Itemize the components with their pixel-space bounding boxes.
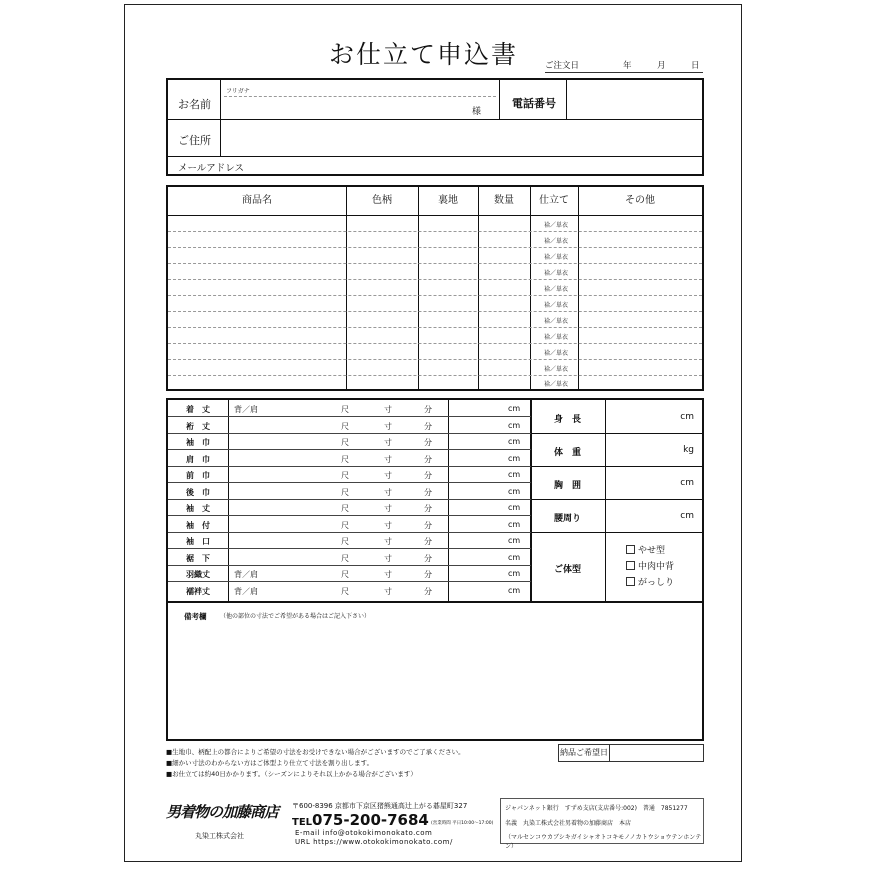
shop-url: URL https://www.otokokimonokato.com/ xyxy=(295,838,453,846)
body-type-sturdy-checkbox[interactable]: がっしり xyxy=(626,575,674,588)
weight-unit: kg xyxy=(683,445,694,455)
phone-label: 電話番号 xyxy=(512,97,556,110)
unit-cm: cm xyxy=(508,569,521,578)
col-header-tailoring: 仕立て xyxy=(539,195,569,206)
name-label: お名前 xyxy=(178,98,211,111)
unit-shaku: 尺 xyxy=(341,438,349,447)
phone-input[interactable] xyxy=(570,84,698,116)
body-type-medium-checkbox[interactable]: 中肉中背 xyxy=(626,559,674,572)
note-item: ■お仕立ては約40日かかります。（シーズンによりそれ以上かかる場合がございます） xyxy=(166,770,417,778)
unit-cm: cm xyxy=(508,586,521,595)
customer-info-box xyxy=(166,78,704,176)
business-hours: (営業時間 平日10:00～17:00) xyxy=(431,821,494,826)
measure-label: 裄 丈 xyxy=(186,422,210,431)
unit-cm: cm xyxy=(508,553,521,562)
measure-label: 着 丈 xyxy=(186,405,210,414)
body-type-slim-checkbox[interactable]: やせ型 xyxy=(626,543,665,556)
unit-shaku: 尺 xyxy=(341,570,349,579)
measure-label: 袖 巾 xyxy=(186,438,210,447)
weight-label: 体 重 xyxy=(553,448,581,458)
unit-bu: 分 xyxy=(424,471,432,480)
product-table xyxy=(166,185,704,391)
height-unit: cm xyxy=(680,412,694,422)
unit-shaku: 尺 xyxy=(341,587,349,596)
delivery-date-label: 納品ご希望日 xyxy=(559,745,610,761)
unit-sun: 寸 xyxy=(384,405,392,414)
unit-shaku: 尺 xyxy=(341,504,349,513)
company-name: 丸染工株式会社 xyxy=(195,832,244,840)
measurement-table xyxy=(166,398,704,603)
unit-sun: 寸 xyxy=(384,554,392,563)
body-type-label: ご体型 xyxy=(553,565,581,575)
unit-shaku: 尺 xyxy=(341,405,349,414)
unit-bu: 分 xyxy=(424,521,432,530)
col-header-color: 色柄 xyxy=(372,195,392,206)
honorific-label: 様 xyxy=(472,107,482,117)
note-item: ■生地巾、柄配上の都合によりご希望の寸法をお受けできない場合がございますのでご了承ください。 xyxy=(166,748,465,756)
tailoring-option[interactable]: 袷／単衣 xyxy=(543,381,568,388)
unit-bu: 分 xyxy=(424,422,432,431)
unit-bu: 分 xyxy=(424,504,432,513)
notes-list xyxy=(166,747,465,780)
chest-label: 胸 囲 xyxy=(553,481,581,491)
waist-unit: cm xyxy=(680,511,694,521)
bank-line: ジャパンネット銀行 すずめ支店(支店番号:002) 普通 7851277 xyxy=(505,805,688,812)
order-date-label: ご注文日 xyxy=(545,61,580,71)
unit-cm: cm xyxy=(508,520,521,529)
unit-cm: cm xyxy=(508,536,521,545)
tailoring-option[interactable]: 袷／単衣 xyxy=(543,334,568,341)
unit-bu: 分 xyxy=(424,488,432,497)
unit-cm: cm xyxy=(508,470,521,479)
unit-shaku: 尺 xyxy=(341,488,349,497)
tailoring-option[interactable]: 袷／単衣 xyxy=(543,318,568,325)
shop-address: 〒600-8396 京都市下京区猪熊通高辻上がる碁屋町327 xyxy=(292,802,468,810)
checkbox-icon xyxy=(626,577,635,586)
tailoring-option[interactable]: 袷／単衣 xyxy=(543,222,568,229)
height-label: 身 長 xyxy=(553,415,581,425)
address-label: ご住所 xyxy=(178,134,211,147)
measure-label: 袖 付 xyxy=(186,521,210,530)
unit-sun: 寸 xyxy=(384,570,392,579)
chest-unit: cm xyxy=(680,478,694,488)
unit-sun: 寸 xyxy=(384,438,392,447)
name-input[interactable] xyxy=(224,98,484,116)
tailoring-option[interactable]: 袷／単衣 xyxy=(543,254,568,261)
waist-label: 腰周り xyxy=(553,514,581,524)
order-date-month: 月 xyxy=(657,61,666,71)
measure-label: 襦袢丈 xyxy=(186,587,210,596)
measure-label: 裾 下 xyxy=(186,554,210,563)
unit-bu: 分 xyxy=(424,455,432,464)
unit-bu: 分 xyxy=(424,438,432,447)
bank-line: （マルセンコウカブシキガイシャオトコキモノノカトウショウテンホンテン） xyxy=(505,834,702,850)
unit-cm: cm xyxy=(508,421,521,430)
tailoring-option[interactable]: 袷／単衣 xyxy=(543,350,568,357)
unit-sun: 寸 xyxy=(384,471,392,480)
measure-prefix: 背／肩 xyxy=(234,587,258,596)
shop-phone: TEL075-200-7684 xyxy=(292,811,429,829)
checkbox-icon xyxy=(626,561,635,570)
tailoring-option[interactable]: 袷／単衣 xyxy=(543,286,568,293)
furigana-label: フリガナ xyxy=(226,88,250,95)
col-header-quantity: 数量 xyxy=(494,195,514,206)
measure-prefix: 背／肩 xyxy=(234,405,258,414)
measure-label: 肩 巾 xyxy=(186,455,210,464)
measure-label: 後 巾 xyxy=(186,488,210,497)
order-date-year: 年 xyxy=(623,61,632,71)
unit-shaku: 尺 xyxy=(341,471,349,480)
unit-sun: 寸 xyxy=(384,455,392,464)
tailoring-option[interactable]: 袷／単衣 xyxy=(543,238,568,245)
tailoring-option[interactable]: 袷／単衣 xyxy=(543,302,568,309)
unit-shaku: 尺 xyxy=(341,521,349,530)
unit-cm: cm xyxy=(508,404,521,413)
unit-bu: 分 xyxy=(424,587,432,596)
col-header-lining: 裏地 xyxy=(438,195,458,206)
unit-cm: cm xyxy=(508,454,521,463)
unit-sun: 寸 xyxy=(384,537,392,546)
remarks-note: （他の部位の寸法でご希望がある場合はご記入下さい） xyxy=(220,613,371,620)
unit-cm: cm xyxy=(508,503,521,512)
unit-sun: 寸 xyxy=(384,521,392,530)
unit-sun: 寸 xyxy=(384,422,392,431)
col-header-other: その他 xyxy=(625,195,655,206)
unit-sun: 寸 xyxy=(384,488,392,497)
unit-bu: 分 xyxy=(424,537,432,546)
tailoring-option[interactable]: 袷／単衣 xyxy=(543,366,568,373)
delivery-date-field[interactable] xyxy=(558,744,704,762)
bank-line: 名義 丸染工株式会社男着物の加藤商店 本店 xyxy=(505,820,632,827)
unit-sun: 寸 xyxy=(384,587,392,596)
measure-label: 羽織丈 xyxy=(186,570,210,579)
measure-prefix: 背／肩 xyxy=(234,570,258,579)
unit-bu: 分 xyxy=(424,554,432,563)
order-date-field[interactable] xyxy=(545,59,703,73)
measure-label: 袖 口 xyxy=(186,537,210,546)
tailoring-option[interactable]: 袷／単衣 xyxy=(543,270,568,277)
unit-cm: cm xyxy=(508,437,521,446)
remarks-box[interactable] xyxy=(166,603,704,741)
bank-info-box xyxy=(500,798,704,850)
measure-label: 前 巾 xyxy=(186,471,210,480)
address-input[interactable] xyxy=(224,122,698,154)
checkbox-icon xyxy=(626,545,635,554)
order-date-day: 日 xyxy=(691,61,700,71)
email-label: メールアドレス xyxy=(178,163,245,174)
unit-cm: cm xyxy=(508,487,521,496)
measure-label: 袖 丈 xyxy=(186,504,210,513)
remarks-title: 備考欄 xyxy=(184,612,207,621)
order-form-page xyxy=(124,4,742,862)
col-header-product: 商品名 xyxy=(242,195,272,206)
unit-shaku: 尺 xyxy=(341,455,349,464)
unit-sun: 寸 xyxy=(384,504,392,513)
form-title: お仕立て申込書 xyxy=(329,40,519,69)
unit-bu: 分 xyxy=(424,570,432,579)
note-item: ■細かい寸法のわからない方はご体型より仕立て寸法を割り出します。 xyxy=(166,759,374,767)
unit-bu: 分 xyxy=(424,405,432,414)
shop-logo: 男着物の加藤商店 xyxy=(166,803,279,821)
unit-shaku: 尺 xyxy=(341,537,349,546)
unit-shaku: 尺 xyxy=(341,422,349,431)
unit-shaku: 尺 xyxy=(341,554,349,563)
shop-email: E-mail info@otokokimonokato.com xyxy=(295,829,433,837)
